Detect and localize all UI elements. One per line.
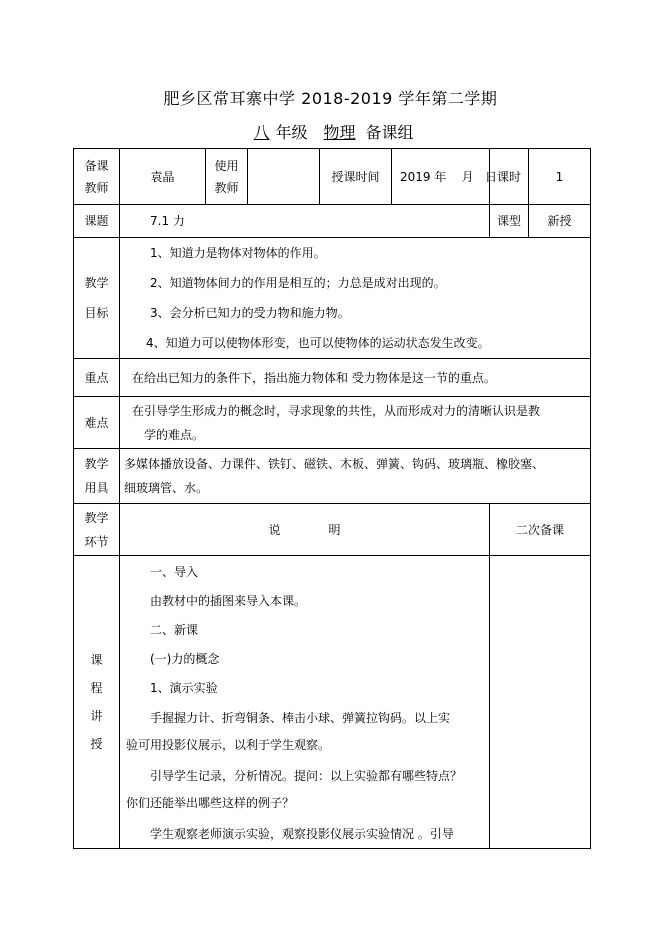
grade-suffix: 年级 [275,123,308,142]
goals-row [74,238,591,359]
key-point-text: 在给出已知力的条件下，指出施力物体和 受力物体是这一节的重点。 [120,359,591,397]
user-label: 使用教师 [206,149,248,205]
difficulty-row [74,397,591,449]
second-prep-cell [490,556,591,849]
lesson-content [120,556,490,849]
goals-list [120,238,591,359]
time-label: 授课时间 [320,149,392,205]
lesson-line: 学生观察老师演示实验，观察投影仪展示实验情况 。引导 [150,827,454,841]
type-label: 课型 [490,205,529,238]
difficulty-label: 难点 [74,397,120,449]
topic-value: 7.1 力 [120,205,490,238]
time-value: 2019 年 月 日 [392,149,490,205]
lesson-line: 一、导入 [150,565,199,579]
tools-row [74,449,591,504]
lesson-line: 手握握力计、折弯铜条、棒击小球、弹簧拉钩码。以上实 [150,711,451,725]
key-point-label: 重点 [74,359,120,397]
lesson-line: 1、演示实验 [150,681,218,695]
user-name [248,149,320,205]
process-label: 教学环节 [74,504,120,556]
lesson-line: (一)力的概念 [150,652,220,666]
key-point-row [74,359,591,397]
lesson-line: 引导学生记录，分析情况。提问：以上实验都有哪些特点？ [150,769,463,783]
topic-label: 课题 [74,205,120,238]
process-header-row [74,504,591,556]
lesson-line: 由教材中的插图来导入本课。 [150,594,307,608]
difficulty-text: 在引导学生形成力的概念时，寻求现象的共性，从而形成对力的清晰认识是教 学的难点。 [120,397,591,449]
lesson-plan-table [73,148,591,849]
goal-item: 1、知道力是物体对物体的作用。 [150,246,326,260]
goal-item: 2、知道物体间力的作用是相互的；力总是成对出现的。 [150,276,446,290]
goal-item: 4、知道力可以使物体形变，也可以使物体的运动状态发生改变。 [146,336,490,350]
tools-label: 教学用具 [74,449,120,504]
page-subtitle [0,120,661,143]
info-row [74,149,591,205]
lesson-label: 课 程 讲 授 [74,556,120,849]
teacher-name: 袁晶 [120,149,206,205]
group-label: 备课组 [365,123,414,142]
lesson-row [74,556,591,849]
lesson-line: 你们还能举出哪些这样的例子？ [126,796,295,810]
explain-header: 说 明 [120,504,490,556]
topic-row [74,205,591,238]
teacher-label: 备课教师 [74,149,120,205]
second-prep-header: 二次备课 [490,504,591,556]
tools-text: 多媒体播放设备、力课件、铁钉、磁铁、木板、弹簧、钩码、玻璃瓶、橡胶塞、 细玻璃管、水。 [120,449,591,504]
goal-item: 3、会分析已知力的受力物和施力物。 [150,306,350,320]
lesson-line: 二、新课 [150,623,199,637]
subject-value: 物理 [323,123,356,142]
grade-value: 八 [253,123,270,142]
hours-value: 1 [529,149,591,205]
type-value: 新授 [529,205,591,238]
page-title: 肥乡区常耳寨中学 2018-2019 学年第二学期 [163,89,498,108]
hours-label: 课时 [490,149,529,205]
goals-label: 教学目标 [74,238,120,359]
lesson-line: 验可用投影仪展示，以利于学生观察。 [126,738,331,752]
